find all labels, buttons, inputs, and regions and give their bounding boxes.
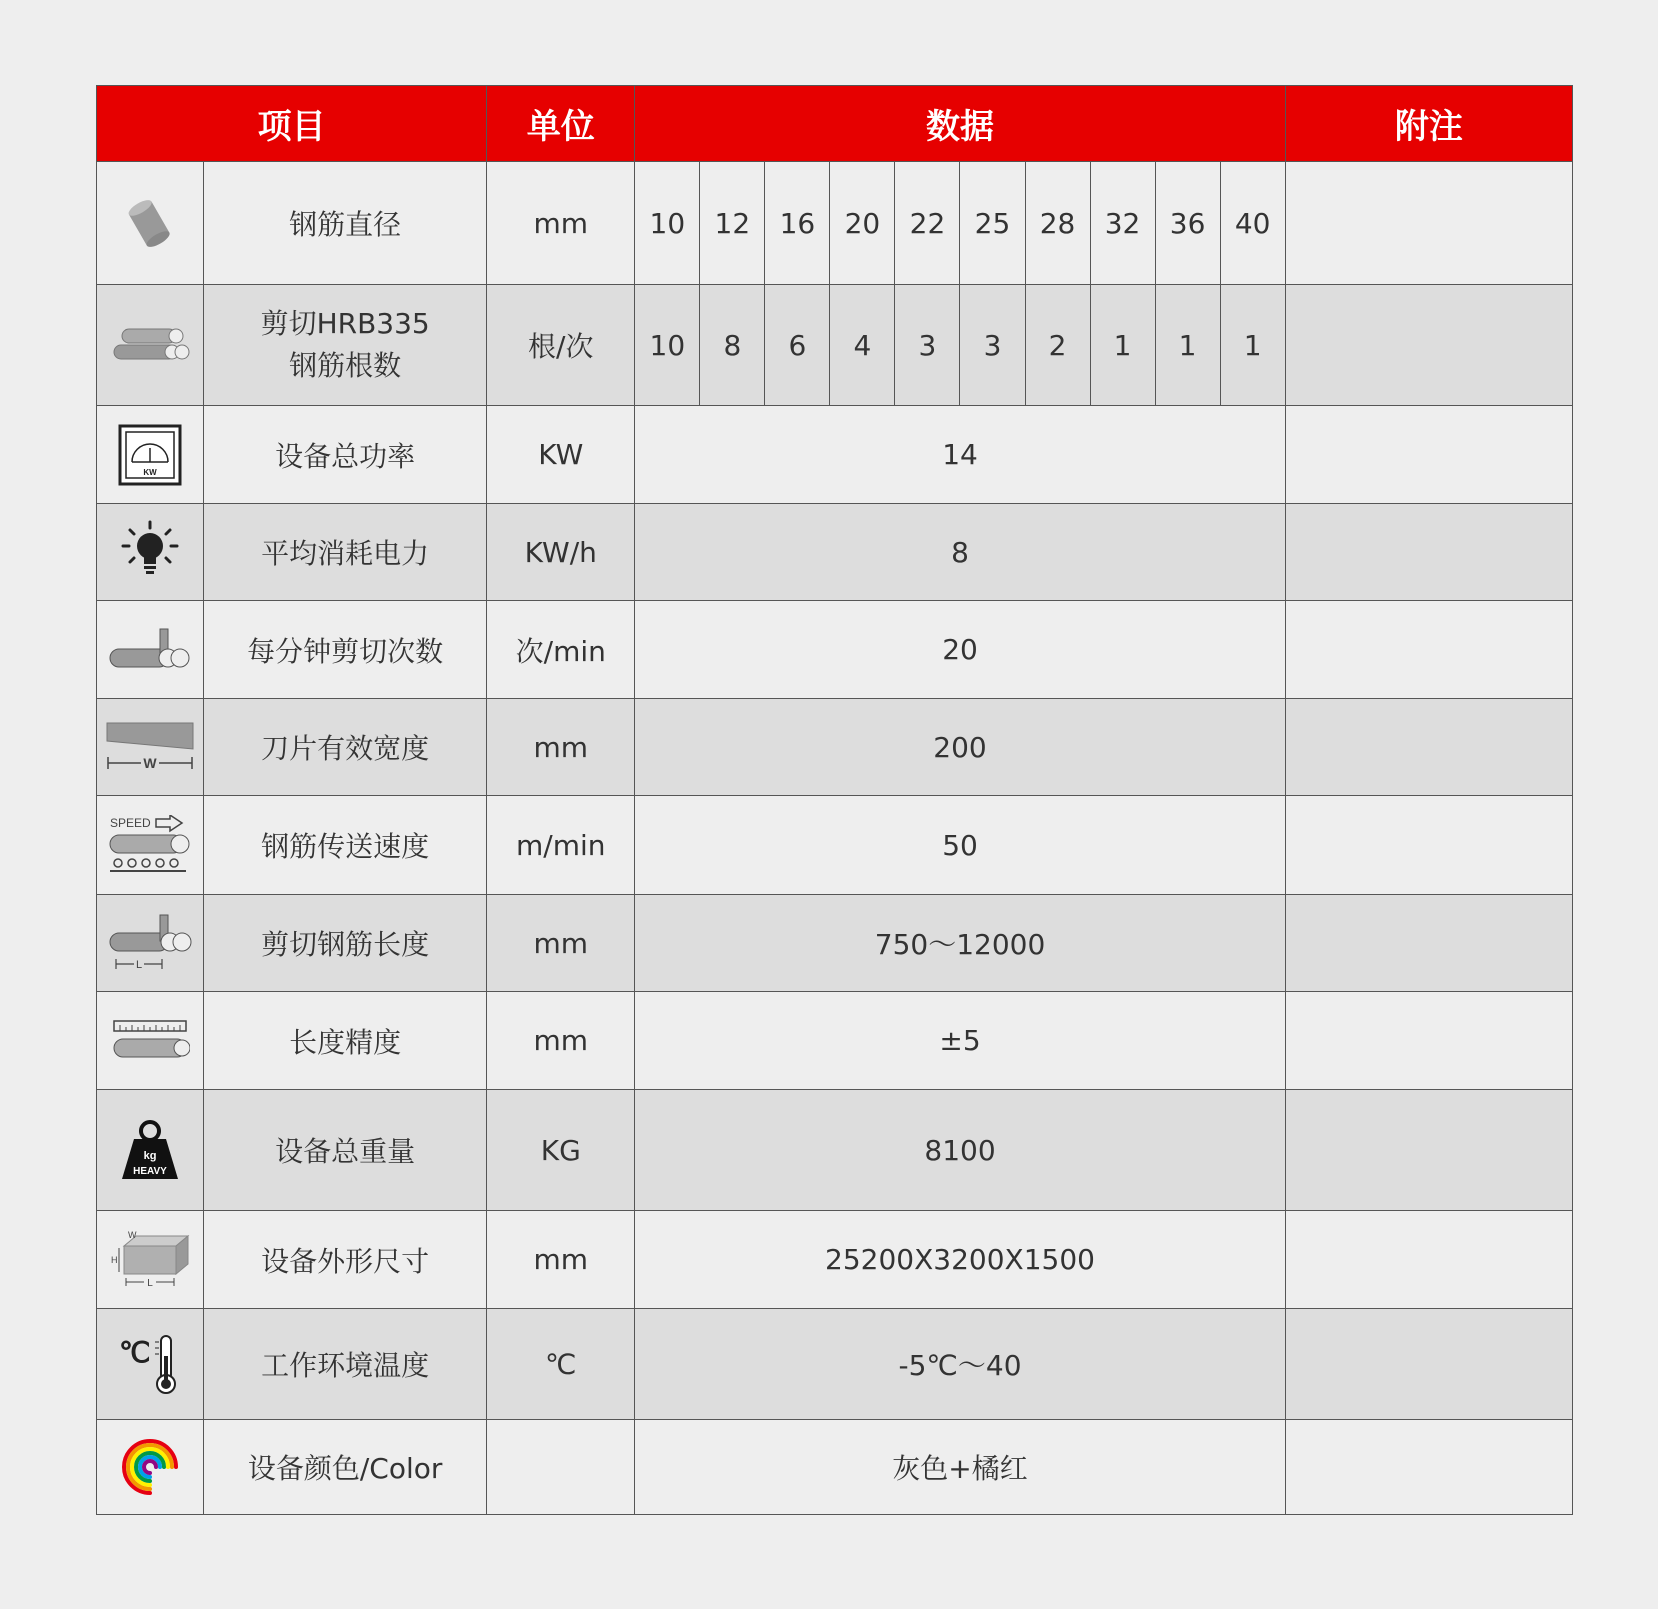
row-remark: [1285, 895, 1572, 992]
weight-icon-label-top: kg: [143, 1150, 157, 1162]
row-value: 750～12000: [635, 895, 1285, 992]
row-name: 平均消耗电力: [204, 504, 487, 601]
row-value: ±5: [635, 992, 1285, 1090]
lightbulb-icon: [97, 504, 204, 601]
row-name: 设备总功率: [204, 406, 487, 504]
row-value: 10: [635, 285, 700, 406]
header-item: 项目: [97, 86, 487, 162]
row-value: 14: [635, 406, 1285, 504]
rebar-bundle-icon: [97, 285, 204, 406]
row-unit: KW: [487, 406, 635, 504]
row-remark: [1285, 1309, 1572, 1420]
row-unit: mm: [487, 162, 635, 285]
weight-icon: [97, 1090, 204, 1211]
conveyor-speed-icon-label: SPEED: [110, 816, 151, 830]
weight-icon-label-bottom: HEAVY: [133, 1166, 167, 1177]
row-unit: KG: [487, 1090, 635, 1211]
row-value: 32: [1090, 162, 1155, 285]
spec-table: [96, 85, 1573, 1515]
header-row: [97, 86, 1573, 162]
row-unit: 次/min: [487, 601, 635, 699]
row-value: -5℃～40: [635, 1309, 1285, 1420]
row-name: 设备外形尺寸: [204, 1211, 487, 1309]
row-remark: [1285, 601, 1572, 699]
rainbow-icon: [97, 1420, 204, 1515]
row-unit: mm: [487, 992, 635, 1090]
row-name: 工作环境温度: [204, 1309, 487, 1420]
table-row: [97, 1420, 1573, 1515]
row-unit: ℃: [487, 1309, 635, 1420]
row-remark: [1285, 1420, 1572, 1515]
row-name-line1: 剪切HRB335: [260, 307, 430, 340]
table-row: [97, 992, 1573, 1090]
row-value: 8: [700, 285, 765, 406]
blade-width-icon-label: W: [143, 755, 157, 771]
header-data: 数据: [635, 86, 1285, 162]
table-row: [97, 406, 1573, 504]
row-value: 3: [895, 285, 960, 406]
row-value: 8100: [635, 1090, 1285, 1211]
row-name: 剪切钢筋长度: [204, 895, 487, 992]
row-remark: [1285, 285, 1572, 406]
table-row: [97, 504, 1573, 601]
table-row: [97, 1211, 1573, 1309]
row-name: 钢筋传送速度: [204, 796, 487, 895]
row-unit: [487, 1420, 635, 1515]
row-remark: [1285, 1090, 1572, 1211]
row-value: 12: [700, 162, 765, 285]
table-row: [97, 895, 1573, 992]
row-remark: [1285, 162, 1572, 285]
conveyor-speed-icon: [97, 796, 204, 895]
row-value: 8: [635, 504, 1285, 601]
table-row: [97, 1090, 1573, 1211]
row-unit: m/min: [487, 796, 635, 895]
thermometer-icon: [97, 1309, 204, 1420]
row-name: [204, 285, 487, 406]
header-unit: 单位: [487, 86, 635, 162]
row-value: 2: [1025, 285, 1090, 406]
table-row: [97, 285, 1573, 406]
row-value: 1: [1155, 285, 1220, 406]
row-remark: [1285, 992, 1572, 1090]
cut-length-icon-label: L: [135, 959, 143, 971]
row-value: 36: [1155, 162, 1220, 285]
row-unit: mm: [487, 895, 635, 992]
blade-width-icon: [97, 699, 204, 796]
dimension-box-icon: [97, 1211, 204, 1309]
table-row: [97, 796, 1573, 895]
row-value: 200: [635, 699, 1285, 796]
row-value: 50: [635, 796, 1285, 895]
rebar-end-icon: [97, 162, 204, 285]
row-name: 设备总重量: [204, 1090, 487, 1211]
row-name: 钢筋直径: [204, 162, 487, 285]
row-unit: 根/次: [487, 285, 635, 406]
row-remark: [1285, 796, 1572, 895]
row-name: 设备颜色/Color: [204, 1420, 487, 1515]
row-value: 22: [895, 162, 960, 285]
row-value: 20: [830, 162, 895, 285]
row-value: 16: [765, 162, 830, 285]
table-row: [97, 601, 1573, 699]
row-remark: [1285, 699, 1572, 796]
row-name: 刀片有效宽度: [204, 699, 487, 796]
cut-length-icon: [97, 895, 204, 992]
row-value: 灰色+橘红: [635, 1420, 1285, 1515]
dimension-icon-label-w: W: [128, 1229, 137, 1240]
row-unit: KW/h: [487, 504, 635, 601]
row-value: 1: [1220, 285, 1285, 406]
ruler-bar-icon: [97, 992, 204, 1090]
dimension-icon-label-h: H: [111, 1254, 118, 1265]
row-value: 6: [765, 285, 830, 406]
row-value: 20: [635, 601, 1285, 699]
row-remark: [1285, 406, 1572, 504]
table-row: [97, 1309, 1573, 1420]
table-row: [97, 699, 1573, 796]
power-meter-icon: [97, 406, 204, 504]
row-value: 1: [1090, 285, 1155, 406]
table-row: [97, 162, 1573, 285]
row-value: 3: [960, 285, 1025, 406]
row-value: 25200X3200X1500: [635, 1211, 1285, 1309]
row-value: 28: [1025, 162, 1090, 285]
row-remark: [1285, 504, 1572, 601]
dimension-icon-label-l: L: [147, 1277, 153, 1289]
thermometer-icon-label: ℃: [119, 1337, 151, 1368]
row-unit: mm: [487, 1211, 635, 1309]
row-remark: [1285, 1211, 1572, 1309]
row-unit: mm: [487, 699, 635, 796]
row-value: 40: [1220, 162, 1285, 285]
row-value: 10: [635, 162, 700, 285]
row-value: 4: [830, 285, 895, 406]
row-name: 长度精度: [204, 992, 487, 1090]
row-name-line2: 钢筋根数: [289, 349, 402, 382]
row-name: 每分钟剪切次数: [204, 601, 487, 699]
power-meter-icon-label: KW: [143, 467, 157, 477]
row-value: 25: [960, 162, 1025, 285]
shear-cut-icon: [97, 601, 204, 699]
header-remark: 附注: [1285, 86, 1572, 162]
